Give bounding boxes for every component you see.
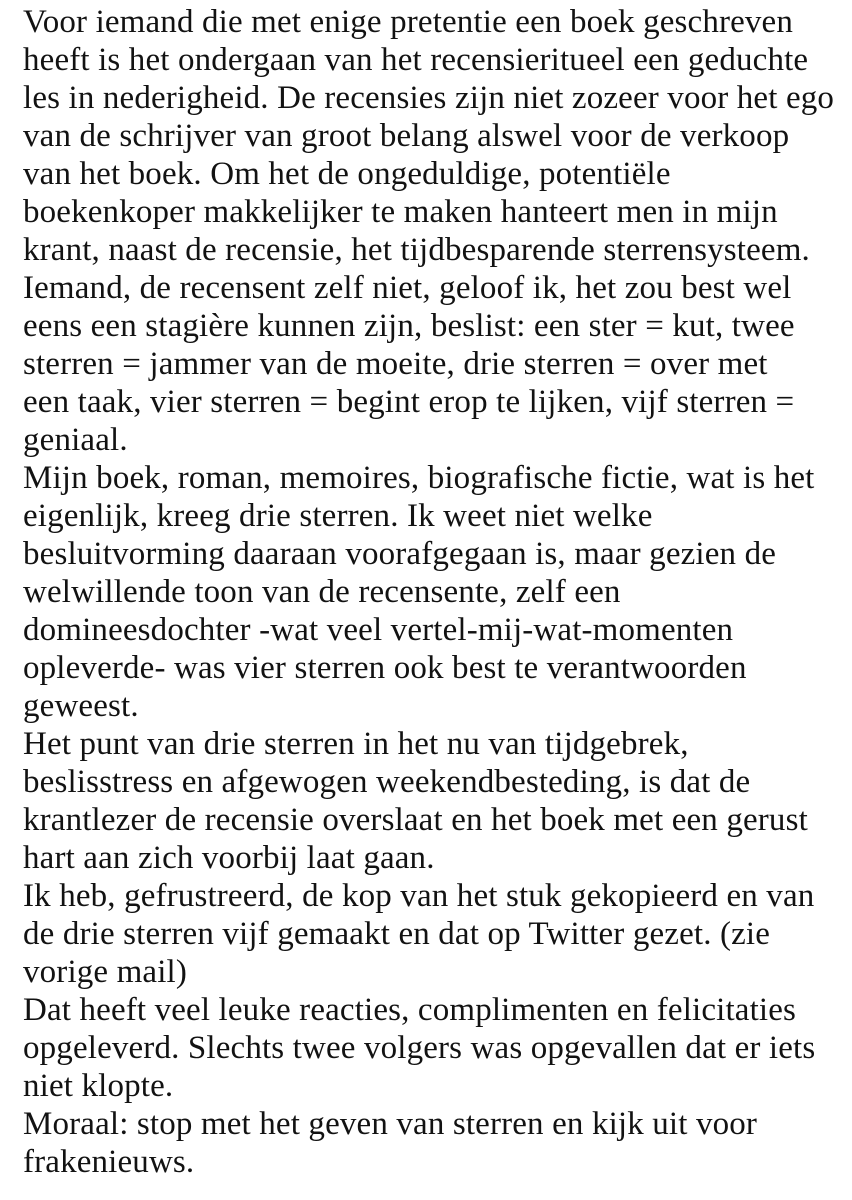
- text-line: sterren = jammer van de moeite, drie sterren = over met: [23, 346, 768, 382]
- text-line: Iemand, de recensent zelf niet, geloof ik, het zou best wel: [23, 270, 792, 306]
- text-line: Dat heeft veel leuke reacties, complimenten en felicitaties: [23, 992, 796, 1028]
- text-line: niet klopte.: [23, 1068, 174, 1104]
- text-line: eigenlijk, kreeg drie sterren. Ik weet niet welke: [23, 498, 653, 534]
- text-line: de drie sterren vijf gemaakt en dat op Twitter gezet. (zie: [23, 916, 771, 952]
- text-line: opleverde- was vier sterren ook best te verantwoorden: [23, 650, 747, 686]
- text-line: Voor iemand die met enige pretentie een boek geschreven: [23, 4, 794, 40]
- text-line: boekenkoper makkelijker te maken hanteert men in mijn: [23, 194, 778, 230]
- text-line: les in nederigheid. De recensies zijn niet zozeer voor het ego: [23, 80, 835, 116]
- text-line: krantlezer de recensie overslaat en het boek met een gerust: [23, 802, 808, 838]
- text-line: een taak, vier sterren = begint erop te lijken, vijf sterren =: [23, 384, 795, 420]
- text-line: Mijn boek, roman, memoires, biografische fictie, wat is het: [23, 460, 815, 496]
- text-line: Ik heb, gefrustreerd, de kop van het stuk gekopieerd en van: [23, 878, 815, 914]
- text-line: geniaal.: [23, 422, 128, 458]
- text-line: van het boek. Om het de ongeduldige, potentiële: [23, 156, 671, 192]
- text-line: domineesdochter -wat veel vertel-mij-wat-momenten: [23, 612, 734, 648]
- text-line: besluitvorming daaraan voorafgegaan is, maar gezien de: [23, 536, 777, 572]
- text-line: heeft is het ondergaan van het recensieritueel een geduchte: [23, 42, 809, 78]
- text-line: hart aan zich voorbij laat gaan.: [23, 840, 435, 876]
- text-line: welwillende toon van de recensente, zelf een: [23, 574, 621, 610]
- document-text: [23, 3, 840, 1181]
- text-line: opgeleverd. Slechts twee volgers was opgevallen dat er iets: [23, 1030, 816, 1066]
- text-line: vorige mail): [23, 954, 187, 990]
- text-line: krant, naast de recensie, het tijdbesparende sterrensysteem.: [23, 232, 810, 268]
- text-line: van de schrijver van groot belang alswel voor de verkoop: [23, 118, 790, 154]
- text-line: geweest.: [23, 688, 139, 724]
- text-line: Moraal: stop met het geven van sterren en kijk uit voor: [23, 1106, 758, 1142]
- text-line: beslisstress en afgewogen weekendbesteding, is dat de: [23, 764, 751, 800]
- text-line: eens een stagière kunnen zijn, beslist: een ster = kut, twee: [23, 308, 795, 344]
- text-line: frakenieuws.: [23, 1144, 195, 1180]
- text-line: Het punt van drie sterren in het nu van tijdgebrek,: [23, 726, 689, 762]
